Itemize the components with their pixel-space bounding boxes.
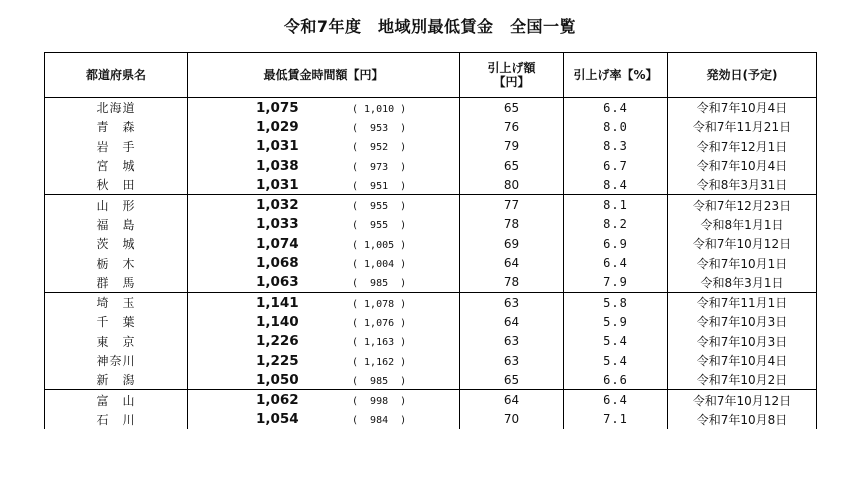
previous-wage: ( 951 ) (352, 180, 407, 192)
raise-amount-cell: 63 (460, 332, 564, 351)
min-wage-cell (188, 137, 460, 156)
raise-rate-cell: 6.4 (564, 98, 668, 118)
previous-wage: ( 1,010 ) (352, 103, 407, 115)
current-wage: 1,141 (256, 294, 299, 311)
raise-amount-cell: 78 (460, 215, 564, 234)
min-wage-cell (188, 292, 460, 312)
table-row (45, 195, 817, 215)
raise-rate-cell: 6.9 (564, 234, 668, 253)
table-row (45, 98, 817, 118)
prefecture-cell: 秋 田 (45, 175, 188, 195)
table-row (45, 215, 817, 234)
raise-amount-cell: 65 (460, 370, 564, 390)
prefecture-cell: 千 葉 (45, 312, 188, 331)
prefecture-cell: 群 馬 (45, 273, 188, 293)
effective-date-cell: 令和7年11月21日 (668, 117, 817, 136)
current-wage: 1,225 (256, 352, 299, 369)
table-row (45, 410, 817, 429)
raise-rate-cell: 8.0 (564, 117, 668, 136)
prefecture-cell: 北海道 (45, 98, 188, 118)
header-raise-amount-line2: 【円】 (493, 75, 530, 89)
current-wage: 1,062 (256, 392, 299, 409)
min-wage-cell (188, 253, 460, 272)
header-raise-amount (460, 53, 564, 98)
table-row (45, 370, 817, 390)
minimum-wage-table (44, 52, 817, 429)
table-row (45, 351, 817, 370)
table-row (45, 234, 817, 253)
raise-amount-cell: 76 (460, 117, 564, 136)
table-row (45, 273, 817, 293)
raise-rate-cell: 5.9 (564, 312, 668, 331)
effective-date-cell: 令和7年10月3日 (668, 312, 817, 331)
effective-date-cell: 令和7年10月8日 (668, 410, 817, 429)
prefecture-cell: 山 形 (45, 195, 188, 215)
min-wage-cell (188, 390, 460, 410)
header-min-wage: 最低賃金時間額【円】 (188, 53, 460, 98)
prefecture-cell: 石 川 (45, 410, 188, 429)
raise-amount-cell: 63 (460, 292, 564, 312)
raise-rate-cell: 8.4 (564, 175, 668, 195)
raise-rate-cell: 7.9 (564, 273, 668, 293)
previous-wage: ( 1,163 ) (352, 337, 407, 349)
prefecture-cell: 岩 手 (45, 137, 188, 156)
current-wage: 1,032 (256, 197, 299, 214)
raise-amount-cell: 64 (460, 253, 564, 272)
header-raise-amount-line1: 引上げ額 (487, 61, 536, 75)
min-wage-cell (188, 175, 460, 195)
current-wage: 1,038 (256, 157, 299, 174)
prefecture-cell: 新 潟 (45, 370, 188, 390)
raise-rate-cell: 7.1 (564, 410, 668, 429)
previous-wage: ( 955 ) (352, 220, 407, 232)
current-wage: 1,075 (256, 99, 299, 116)
previous-wage: ( 1,004 ) (352, 259, 407, 271)
raise-amount-cell: 64 (460, 390, 564, 410)
table-row (45, 332, 817, 351)
previous-wage: ( 1,005 ) (352, 239, 407, 251)
min-wage-cell (188, 156, 460, 175)
prefecture-cell: 宮 城 (45, 156, 188, 175)
page-title: 令和7年度 地域別最低賃金 全国一覧 (283, 17, 577, 36)
raise-amount-cell: 78 (460, 273, 564, 293)
prefecture-cell: 栃 木 (45, 253, 188, 272)
prefecture-cell: 埼 玉 (45, 292, 188, 312)
current-wage: 1,031 (256, 176, 299, 193)
effective-date-cell: 令和7年10月3日 (668, 332, 817, 351)
raise-rate-cell: 6.4 (564, 253, 668, 272)
raise-amount-cell: 70 (460, 410, 564, 429)
effective-date-cell: 令和7年10月4日 (668, 98, 817, 118)
raise-rate-cell: 6.4 (564, 390, 668, 410)
raise-rate-cell: 8.3 (564, 137, 668, 156)
current-wage: 1,033 (256, 216, 299, 233)
effective-date-cell: 令和7年12月1日 (668, 137, 817, 156)
current-wage: 1,226 (256, 333, 299, 350)
table-row (45, 292, 817, 312)
previous-wage: ( 985 ) (352, 278, 407, 290)
current-wage: 1,031 (256, 138, 299, 155)
min-wage-cell (188, 370, 460, 390)
header-raise-rate: 引上げ率【%】 (564, 53, 668, 98)
raise-amount-cell: 69 (460, 234, 564, 253)
min-wage-cell (188, 273, 460, 293)
effective-date-cell: 令和7年12月23日 (668, 195, 817, 215)
prefecture-cell: 福 島 (45, 215, 188, 234)
raise-rate-cell: 5.4 (564, 351, 668, 370)
raise-amount-cell: 65 (460, 98, 564, 118)
table-row (45, 312, 817, 331)
previous-wage: ( 955 ) (352, 201, 407, 213)
effective-date-cell: 令和7年10月1日 (668, 253, 817, 272)
effective-date-cell: 令和7年10月2日 (668, 370, 817, 390)
table-row (45, 156, 817, 175)
prefecture-cell: 神奈川 (45, 351, 188, 370)
table-body (45, 98, 817, 430)
previous-wage: ( 1,162 ) (352, 356, 407, 368)
previous-wage: ( 952 ) (352, 142, 407, 154)
header-effective-date: 発効日(予定) (668, 53, 817, 98)
min-wage-cell (188, 410, 460, 429)
previous-wage: ( 1,078 ) (352, 298, 407, 310)
raise-rate-cell: 8.1 (564, 195, 668, 215)
min-wage-cell (188, 234, 460, 253)
raise-amount-cell: 80 (460, 175, 564, 195)
min-wage-cell (188, 215, 460, 234)
prefecture-cell: 富 山 (45, 390, 188, 410)
min-wage-cell (188, 332, 460, 351)
table-row (45, 390, 817, 410)
current-wage: 1,140 (256, 313, 299, 330)
table-header (45, 53, 817, 98)
raise-rate-cell: 6.7 (564, 156, 668, 175)
previous-wage: ( 1,076 ) (352, 317, 407, 329)
current-wage: 1,068 (256, 255, 299, 272)
effective-date-cell: 令和7年11月1日 (668, 292, 817, 312)
min-wage-cell (188, 98, 460, 118)
raise-amount-cell: 77 (460, 195, 564, 215)
header-prefecture: 都道府県名 (45, 53, 188, 98)
min-wage-cell (188, 312, 460, 331)
raise-amount-cell: 65 (460, 156, 564, 175)
current-wage: 1,029 (256, 118, 299, 135)
raise-rate-cell: 8.2 (564, 215, 668, 234)
current-wage: 1,063 (256, 274, 299, 291)
effective-date-cell: 令和8年1月1日 (668, 215, 817, 234)
effective-date-cell: 令和7年10月12日 (668, 390, 817, 410)
previous-wage: ( 973 ) (352, 161, 407, 173)
raise-amount-cell: 79 (460, 137, 564, 156)
current-wage: 1,054 (256, 411, 299, 428)
effective-date-cell: 令和8年3月1日 (668, 273, 817, 293)
table-row (45, 117, 817, 136)
raise-rate-cell: 6.6 (564, 370, 668, 390)
previous-wage: ( 985 ) (352, 375, 407, 387)
raise-amount-cell: 64 (460, 312, 564, 331)
prefecture-cell: 茨 城 (45, 234, 188, 253)
effective-date-cell: 令和7年10月4日 (668, 351, 817, 370)
effective-date-cell: 令和8年3月31日 (668, 175, 817, 195)
table-row (45, 137, 817, 156)
previous-wage: ( 984 ) (352, 415, 407, 427)
raise-rate-cell: 5.8 (564, 292, 668, 312)
table-row (45, 175, 817, 195)
previous-wage: ( 953 ) (352, 122, 407, 134)
min-wage-cell (188, 117, 460, 136)
previous-wage: ( 998 ) (352, 396, 407, 408)
prefecture-cell: 青 森 (45, 117, 188, 136)
min-wage-cell (188, 351, 460, 370)
min-wage-cell (188, 195, 460, 215)
effective-date-cell: 令和7年10月12日 (668, 234, 817, 253)
current-wage: 1,050 (256, 371, 299, 388)
effective-date-cell: 令和7年10月4日 (668, 156, 817, 175)
current-wage: 1,074 (256, 235, 299, 252)
table-row (45, 253, 817, 272)
raise-amount-cell: 63 (460, 351, 564, 370)
prefecture-cell: 東 京 (45, 332, 188, 351)
raise-rate-cell: 5.4 (564, 332, 668, 351)
